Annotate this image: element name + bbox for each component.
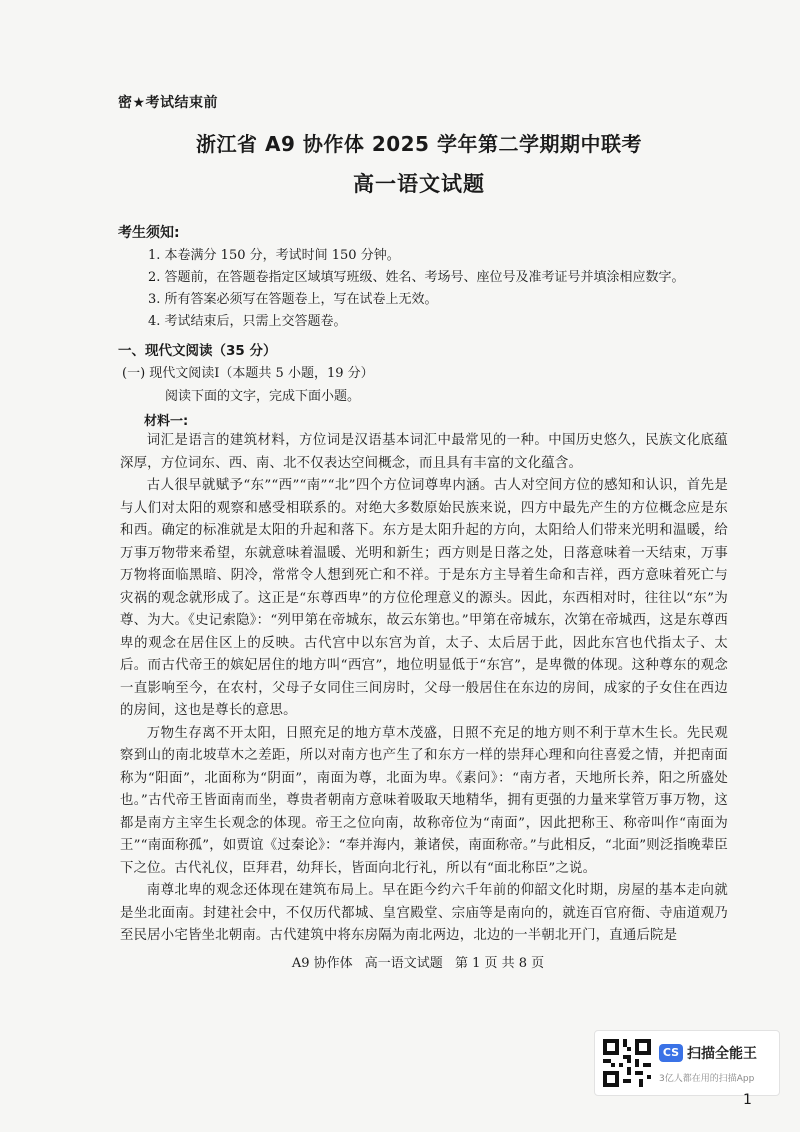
- notice-list: [148, 245, 748, 333]
- scanner-brand-name: 扫描全能王: [687, 1046, 757, 1062]
- footer-page-info: 第 1 页 共 8 页: [454, 956, 545, 971]
- reading-instruction: 阅读下面的文字，完成下面小题。: [165, 389, 361, 404]
- passage-paragraph: 南尊北卑的观念还体现在建筑布局上。早在距今约六千年前的仰韶文化时期，房屋的基本走向就是坐北面南。封建社会中，不仅历代都城、皇宫殿堂、宗庙等是南向的，就连百官府衙、寺庙道观乃至民居小宅皆坐北朝南。古代建筑中将东房隔为南北两边，北边的一半朝北开门，直通后院是: [120, 883, 728, 943]
- page-footer: [0, 952, 800, 971]
- passage-paragraph: 词汇是语言的建筑材料，方位词是汉语基本词汇中最常见的一种。中国历史悠久，民族文化底蕴深厚，方位词东、西、南、北不仅表达空间概念，而且具有丰富的文化蕴含。: [120, 433, 728, 471]
- passage-paragraph: 古人很早就赋予“东”“西”“南”“北”四个方位词尊卑内涵。古人对空间方位的感知和认识，首先是与人们对太阳的观察和感受相联系的。对绝大多数原始民族来说，四方中最先产生的方位概念应是东和西。确定的标准就是太阳的升起和落下。东方是太阳升起的方向，太阳给人们带来光明和温暖，给万事万物带来希望，东就意味着温暖、光明和新生；西方则是日落之处，日落意味着一天结束，万事万物将面临黑暗、阴冷，常常令人想到死亡和不祥。于是东方主导着生命和吉祥，西方意味着死亡与灾祸的观念就形成了。这正是“东尊西卑”的方位伦理意义的源头。因此，东西相对时，往往以“东”为尊、为大。《史记索隐》：“列甲第在帝城东，故云东第也。”甲第在帝城东，次第在帝城西，这是东尊西卑的观念在居住区上的反映。古代宫中以东宫为首，太子、太后居于此，因此东宫也代指太子、太后。而古代帝王的嫔妃居住的地方叫“西宫”，地位明显低于“东宫”，是卑微的体现。这种尊东的观念一直影响至今，在农村，父母子女同住三间房时，父母一般居住在东边的房间，成家的子女住在西边的房间，这也是尊长的意思。: [120, 478, 728, 718]
- material-label: 材料一:: [144, 414, 189, 429]
- scanner-watermark: [594, 1030, 780, 1096]
- confidential-note: 密★考试结束前: [118, 95, 219, 111]
- notice-item: 3. 所有答案必须写在答题卷上，写在试卷上无效。: [148, 292, 438, 307]
- cs-logo-icon: CS: [659, 1044, 683, 1062]
- notice-heading: 考生须知:: [118, 225, 180, 241]
- notice-item: 2. 答题前，在答题卷指定区域填写班级、姓名、考场号、座位号及准考证号并填涂相应数字。: [148, 270, 685, 285]
- notice-item: 4. 考试结束后，只需上交答题卷。: [148, 314, 347, 329]
- exam-title: 浙江省 A9 协作体 2025 学年第二学期期中联考: [196, 132, 642, 156]
- scanner-tagline: 3亿人都在用的扫描App: [659, 1074, 755, 1084]
- exam-subtitle: 高一语文试题: [353, 172, 485, 196]
- footer-org: A9 协作体: [291, 956, 353, 971]
- qr-code-icon: [603, 1039, 651, 1087]
- passage-paragraph: 万物生存离不开太阳，日照充足的地方草木茂盛，日照不充足的地方则不利于草木生长。先民观察到山的南北坡草木之差距，所以对南方也产生了和东方一样的崇拜心理和向往喜爱之情，并把南面称为“阳面”，北面称为“阴面”，南面为尊，北面为卑。《素问》：“南方者，天地所长养，阳之所盛处也。”古代帝王皆面南而坐，尊贵者朝南方意味着吸取天地精华，拥有更强的力量来掌管万事万物，这都是南方主宰生长观念的体现。帝王之位向南，故称帝位为“南面”，因此把称王、称帝叫作“南面为王”“南面称孤”，如贾谊《过秦论》：“奉并海内，兼诸侯，南面称帝。”与此相反，“北面”则泛指晚辈臣下之位。古代礼仪，臣拜君，幼拜长，皆面向北行礼，所以有“面北称臣”之说。: [120, 725, 728, 876]
- subsection-heading: (一) 现代文阅读Ⅰ（本题共 5 小题，19 分）: [122, 366, 374, 381]
- scan-page-number: 1: [743, 1092, 752, 1108]
- reading-passage: [120, 430, 728, 948]
- footer-subject: 高一语文试题: [364, 956, 443, 971]
- section-heading: 一、现代文阅读（35 分）: [118, 343, 277, 359]
- notice-item: 1. 本卷满分 150 分，考试时间 150 分钟。: [148, 248, 400, 263]
